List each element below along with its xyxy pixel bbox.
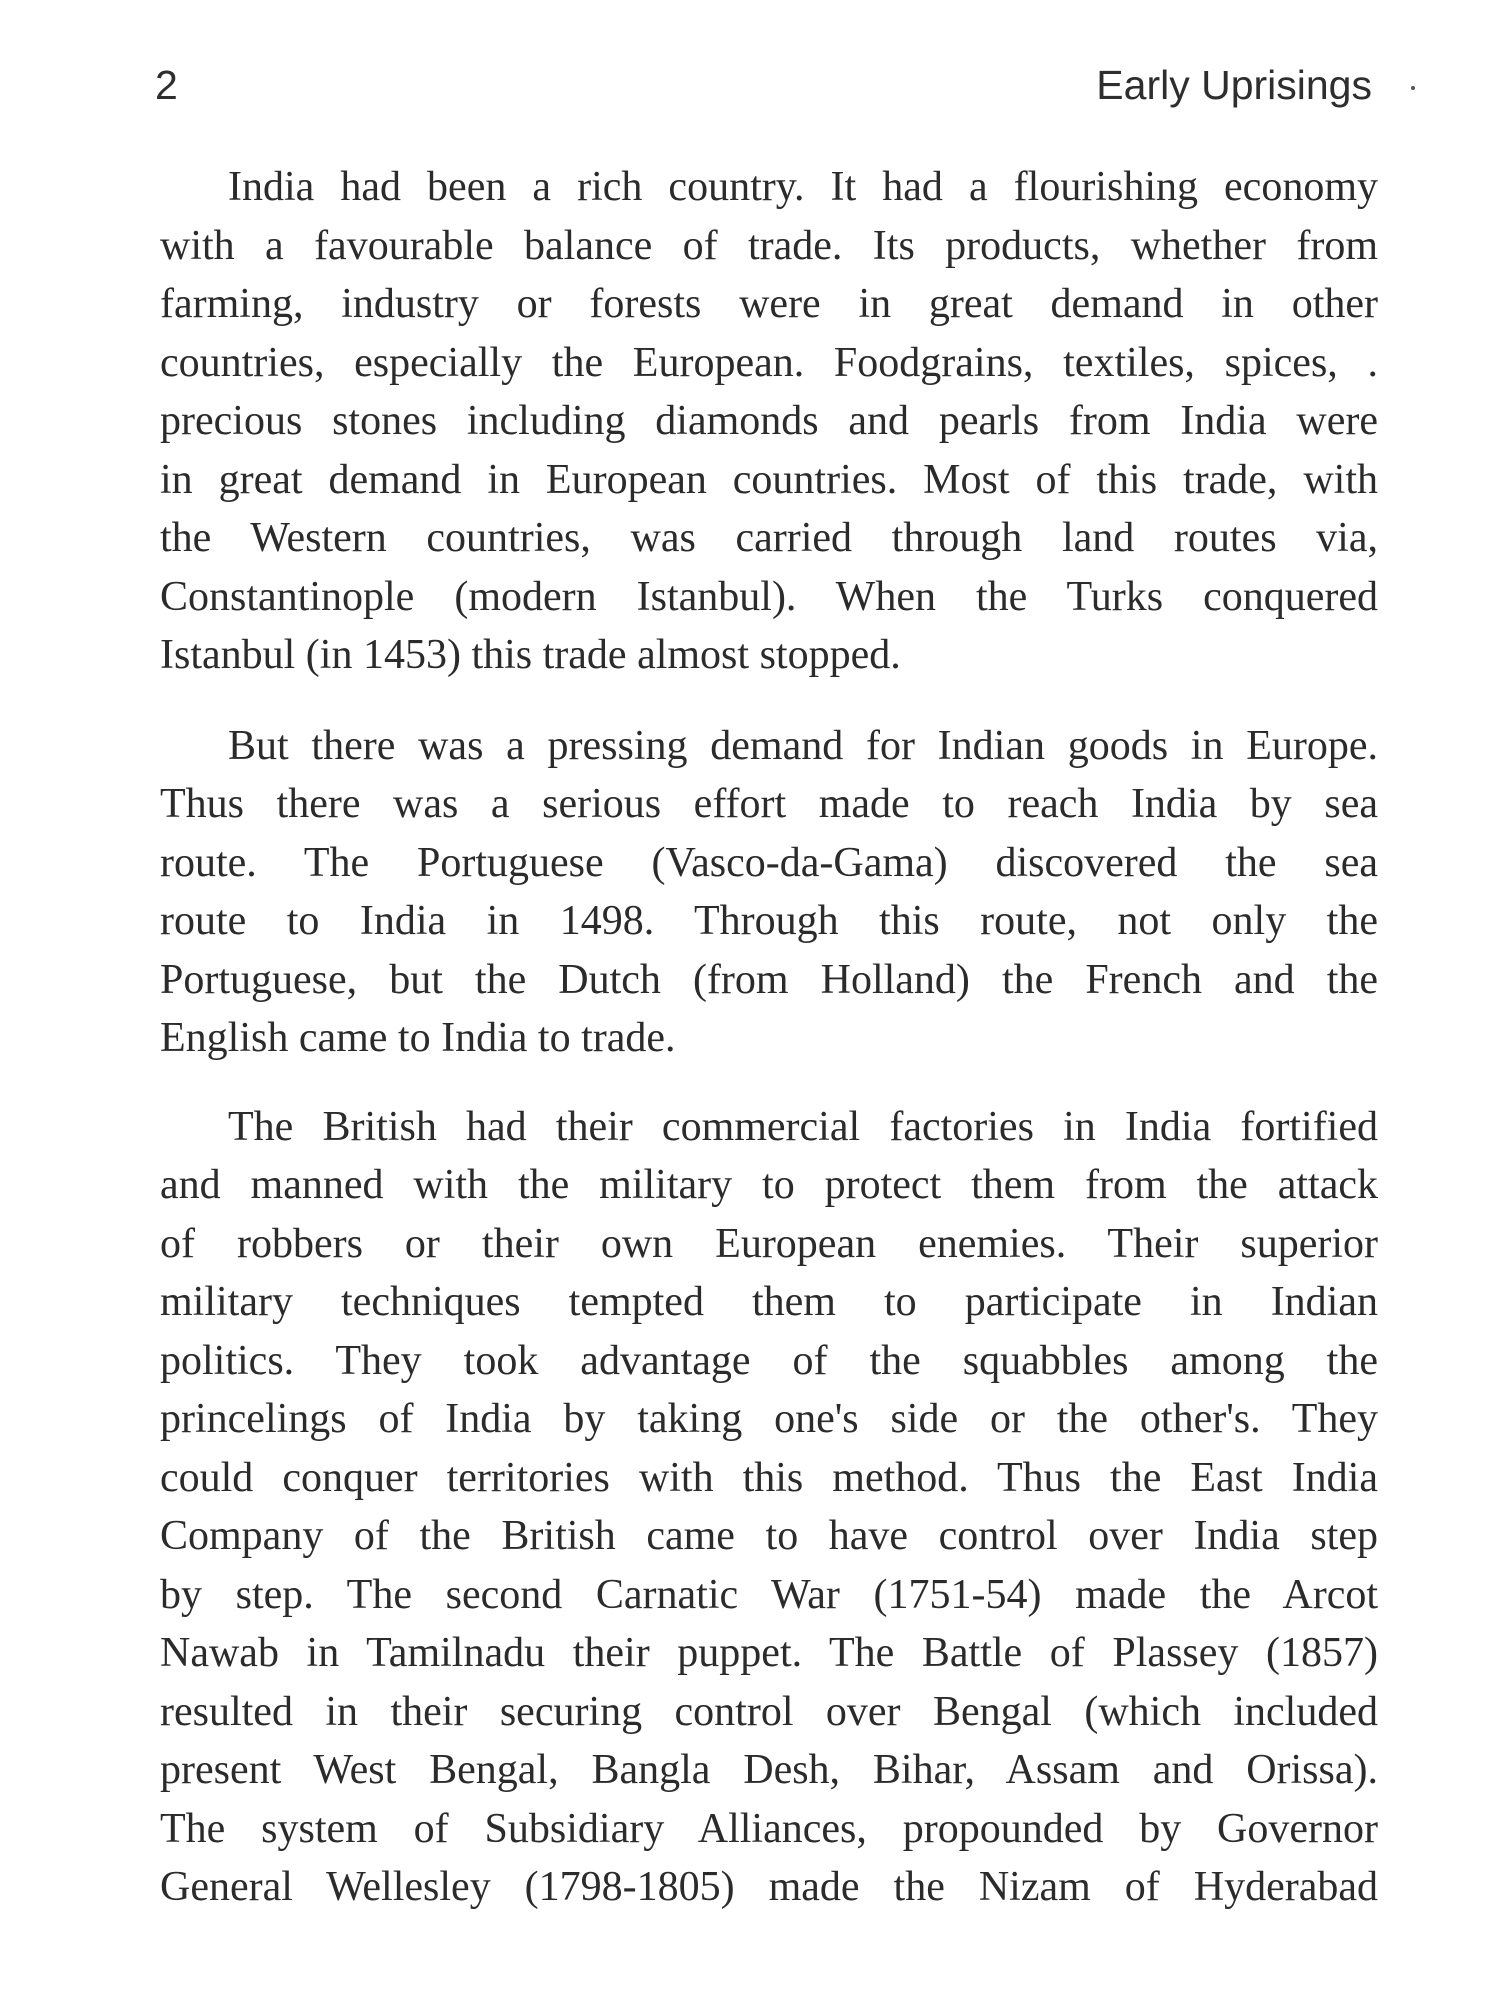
text-line: Thus there was a serious effort made to reach India by sea xyxy=(160,781,1378,827)
text-line: with a favourable balance of trade. Its products, whether from xyxy=(160,222,1378,269)
text-line: could conquer territories with this method. Thus the East India xyxy=(160,1454,1378,1501)
text-line: Constantinople (modern Istanbul). When the Turks conquered xyxy=(160,573,1378,620)
text-line: route. The Portuguese (Vasco-da-Gama) discovered the sea xyxy=(160,839,1378,886)
text-line: farming, industry or forests were in great demand in other xyxy=(160,281,1378,327)
text-line: General Wellesley (1798-1805) made the Nizam of Hyderabad xyxy=(160,1864,1378,1910)
text-line: Portuguese, but the Dutch (from Holland) the French and the xyxy=(160,956,1378,1003)
text-line: Istanbul (in 1453) this trade almost stopped. xyxy=(160,632,901,678)
text-line: princelings of India by taking one's side or the other's. They xyxy=(160,1396,1378,1442)
text-line: and manned with the military to protect them from the attack xyxy=(160,1162,1378,1208)
body-text xyxy=(160,158,1378,1917)
text-line: The British had their commercial factories in India fortified xyxy=(228,1103,1378,1150)
paragraph-1 xyxy=(160,158,1378,685)
text-line: military techniques tempted them to participate in Indian xyxy=(160,1279,1378,1325)
text-line: precious stones including diamonds and pearls from India were xyxy=(160,398,1378,444)
running-head: Early Uprisings xyxy=(1096,62,1372,108)
text-line: of robbers or their own European enemies. Their superior xyxy=(160,1220,1378,1267)
paragraph-3 xyxy=(160,1098,1378,1917)
text-line: India had been a rich country. It had a flourishing economy xyxy=(228,164,1378,210)
text-line: countries, especially the European. Foodgrains, textiles, spices, . xyxy=(160,339,1378,386)
text-line: in great demand in European countries. Most of this trade, with xyxy=(160,456,1378,503)
text-line: present West Bengal, Bangla Desh, Bihar, Assam and Orissa). xyxy=(160,1747,1378,1793)
text-line: The system of Subsidiary Alliances, propounded by Governor xyxy=(160,1805,1378,1852)
text-line: politics. They took advantage of the squabbles among the xyxy=(160,1337,1378,1384)
text-line: the Western countries, was carried through land routes via, xyxy=(160,515,1378,561)
text-line: English came to India to trade. xyxy=(160,1015,676,1061)
text-line: by step. The second Carnatic War (1751-54) made the Arcot xyxy=(160,1571,1378,1618)
text-line: Nawab in Tamilnadu their puppet. The Battle of Plassey (1857) xyxy=(160,1630,1378,1676)
text-line: resulted in their securing control over Bengal (which included xyxy=(160,1688,1378,1735)
text-line: But there was a pressing demand for Indian goods in Europe. xyxy=(228,722,1378,769)
page-number: 2 xyxy=(155,62,178,108)
paragraph-2 xyxy=(160,717,1378,1068)
text-line: route to India in 1498. Through this route, not only the xyxy=(160,898,1378,944)
text-line: Company of the British came to have control over India step xyxy=(160,1513,1378,1559)
stray-mark xyxy=(1411,86,1415,90)
